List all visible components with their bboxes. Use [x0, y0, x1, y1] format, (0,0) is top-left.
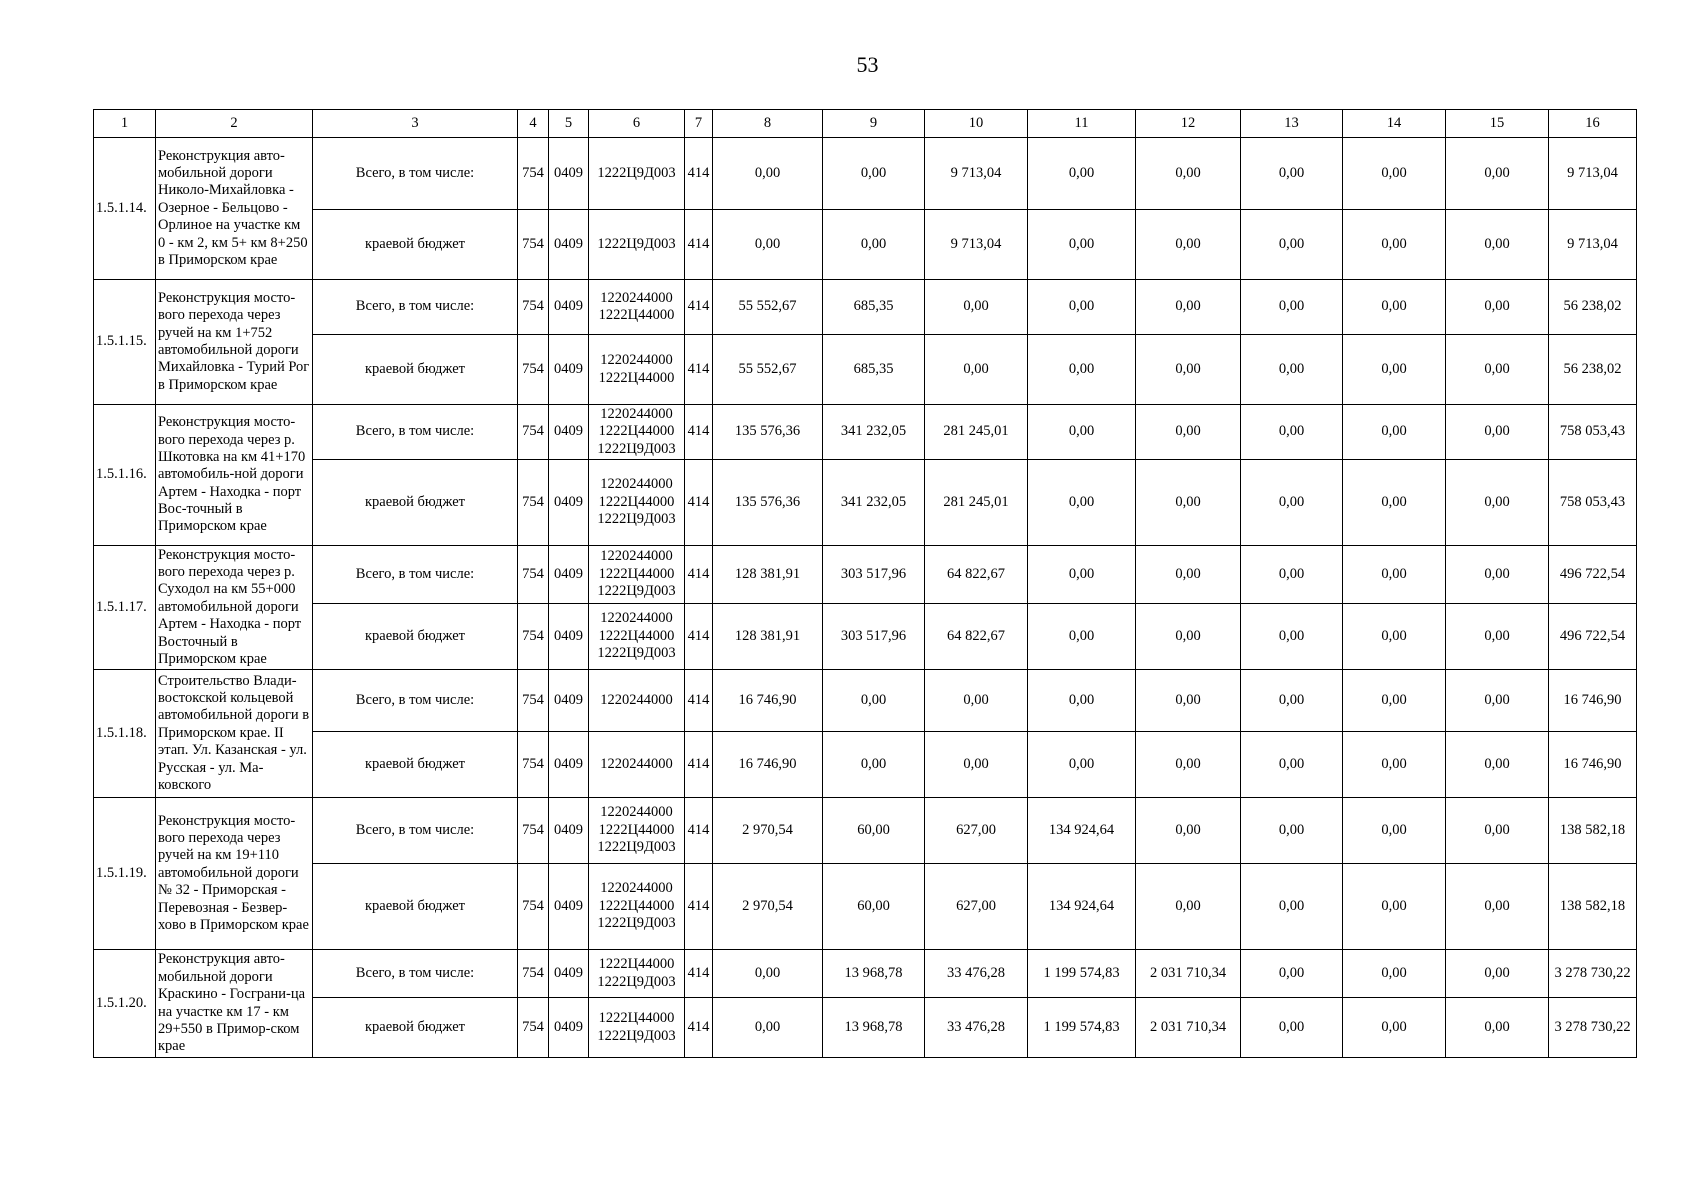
item-number: 1.5.1.20.	[94, 950, 156, 1058]
funding-source: Всего, в том числе:	[313, 670, 518, 732]
csr-code-line: 1222Ц9Д003	[597, 511, 676, 528]
grbs-code: 754	[518, 138, 549, 210]
csr-code-line: 1222Ц44000	[598, 369, 675, 386]
year-value: 0,00	[1136, 460, 1241, 546]
year-value: 0,00	[1446, 950, 1549, 998]
year-value: 0,00	[1136, 604, 1241, 670]
total-value: 56 238,02	[1549, 280, 1637, 335]
year-value: 0,00	[823, 732, 925, 798]
year-value: 0,00	[1241, 280, 1343, 335]
year-value: 0,00	[925, 280, 1028, 335]
total-value: 496 722,54	[1549, 604, 1637, 670]
rzpr-code: 0409	[549, 732, 589, 798]
year-value: 627,00	[925, 864, 1028, 950]
year-value: 0,00	[1446, 460, 1549, 546]
year-value: 0,00	[1343, 138, 1446, 210]
year-value: 0,00	[1446, 998, 1549, 1058]
total-value: 758 053,43	[1549, 405, 1637, 460]
year-value: 0,00	[1446, 280, 1549, 335]
year-value: 0,00	[1241, 798, 1343, 864]
csr-code-line: 1222Ц44000	[598, 821, 675, 838]
year-value: 135 576,36	[713, 405, 823, 460]
column-header: 14	[1343, 110, 1446, 138]
csr-code-line: 1220244000	[600, 476, 673, 493]
year-value: 1 199 574,83	[1028, 998, 1136, 1058]
year-value: 0,00	[925, 732, 1028, 798]
table-row	[94, 460, 1637, 546]
year-value: 0,00	[1446, 798, 1549, 864]
year-value: 135 576,36	[713, 460, 823, 546]
item-number: 1.5.1.16.	[94, 405, 156, 546]
csr-code-line: 1222Ц44000	[598, 1010, 675, 1027]
year-value: 64 822,67	[925, 604, 1028, 670]
year-value: 0,00	[1241, 546, 1343, 604]
rzpr-code: 0409	[549, 604, 589, 670]
year-value: 0,00	[1343, 280, 1446, 335]
item-name: Реконструкция мосто-вого перехода через ручей на км 1+752 автомобильной дороги Михайловка - Турий Рог в Приморском крае	[156, 280, 313, 405]
funding-source: Всего, в том числе:	[313, 798, 518, 864]
year-value: 0,00	[1136, 138, 1241, 210]
year-value: 0,00	[1241, 210, 1343, 280]
year-value: 0,00	[1343, 210, 1446, 280]
year-value: 0,00	[1241, 998, 1343, 1058]
grbs-code: 754	[518, 670, 549, 732]
csr-code-line: 1220244000	[600, 352, 673, 369]
year-value: 9 713,04	[925, 138, 1028, 210]
csr-code	[589, 405, 685, 460]
column-header: 12	[1136, 110, 1241, 138]
rzpr-code: 0409	[549, 670, 589, 732]
table-row	[94, 864, 1637, 950]
year-value: 0,00	[1028, 670, 1136, 732]
vr-code: 414	[685, 670, 713, 732]
year-value: 0,00	[1241, 864, 1343, 950]
column-header: 3	[313, 110, 518, 138]
year-value: 0,00	[1136, 798, 1241, 864]
grbs-code: 754	[518, 335, 549, 405]
table-row	[94, 604, 1637, 670]
csr-code	[589, 335, 685, 405]
total-value: 138 582,18	[1549, 864, 1637, 950]
total-value: 3 278 730,22	[1549, 950, 1637, 998]
funding-source: краевой бюджет	[313, 335, 518, 405]
funding-source: Всего, в том числе:	[313, 280, 518, 335]
grbs-code: 754	[518, 998, 549, 1058]
csr-code	[589, 998, 685, 1058]
rzpr-code: 0409	[549, 405, 589, 460]
item-name: Реконструкция мосто-вого перехода через ручей на км 19+110 автомобильной дороги № 32 - Приморская - Перевозная - Безвер-хово в Приморском крае	[156, 798, 313, 950]
column-header: 11	[1028, 110, 1136, 138]
year-value: 0,00	[1343, 798, 1446, 864]
year-value: 9 713,04	[925, 210, 1028, 280]
year-value: 2 970,54	[713, 798, 823, 864]
csr-code-line: 1222Ц44000	[598, 956, 675, 973]
year-value: 0,00	[1241, 138, 1343, 210]
year-value: 0,00	[925, 335, 1028, 405]
csr-code	[589, 950, 685, 998]
funding-source: краевой бюджет	[313, 864, 518, 950]
vr-code: 414	[685, 138, 713, 210]
grbs-code: 754	[518, 405, 549, 460]
year-value: 1 199 574,83	[1028, 950, 1136, 998]
csr-code-line: 1220244000	[600, 289, 673, 306]
year-value: 685,35	[823, 280, 925, 335]
year-value: 0,00	[1241, 335, 1343, 405]
year-value: 2 031 710,34	[1136, 998, 1241, 1058]
year-value: 33 476,28	[925, 950, 1028, 998]
funding-source: Всего, в том числе:	[313, 405, 518, 460]
csr-code-line: 1222Ц9Д003	[597, 164, 676, 181]
total-value: 496 722,54	[1549, 546, 1637, 604]
csr-code-line: 1220244000	[600, 548, 673, 565]
year-value: 281 245,01	[925, 405, 1028, 460]
rzpr-code: 0409	[549, 950, 589, 998]
item-name: Реконструкция авто-мобильной дороги Краскино - Госграни-ца на участке км 17 - км 29+550 в Примор-ском крае	[156, 950, 313, 1058]
year-value: 0,00	[713, 138, 823, 210]
rzpr-code: 0409	[549, 138, 589, 210]
csr-code-line: 1222Ц9Д003	[597, 973, 676, 990]
column-header: 10	[925, 110, 1028, 138]
rzpr-code: 0409	[549, 460, 589, 546]
year-value: 0,00	[1028, 732, 1136, 798]
funding-source: Всего, в том числе:	[313, 138, 518, 210]
table-row	[94, 210, 1637, 280]
year-value: 341 232,05	[823, 460, 925, 546]
column-header: 4	[518, 110, 549, 138]
year-value: 0,00	[1343, 335, 1446, 405]
year-value: 0,00	[1028, 405, 1136, 460]
column-header: 16	[1549, 110, 1637, 138]
csr-code-line: 1222Ц9Д003	[597, 440, 676, 457]
year-value: 0,00	[1446, 405, 1549, 460]
item-name: Строительство Влади-востокской кольцевой автомобильной дороги в Приморском крае. II этап. Ул. Казанская - ул. Русская - ул. Ма-ковского	[156, 670, 313, 798]
table-row	[94, 138, 1637, 210]
csr-code	[589, 280, 685, 335]
vr-code: 414	[685, 798, 713, 864]
year-value: 55 552,67	[713, 335, 823, 405]
column-header: 9	[823, 110, 925, 138]
csr-code	[589, 670, 685, 732]
item-number: 1.5.1.18.	[94, 670, 156, 798]
vr-code: 414	[685, 546, 713, 604]
year-value: 0,00	[1446, 138, 1549, 210]
year-value: 128 381,91	[713, 604, 823, 670]
csr-code-line: 1220244000	[600, 691, 673, 708]
total-value: 9 713,04	[1549, 138, 1637, 210]
csr-code-line: 1222Ц9Д003	[597, 645, 676, 662]
table-body	[94, 138, 1637, 1058]
vr-code: 414	[685, 460, 713, 546]
item-number: 1.5.1.14.	[94, 138, 156, 280]
vr-code: 414	[685, 732, 713, 798]
year-value: 0,00	[713, 950, 823, 998]
funding-source: краевой бюджет	[313, 210, 518, 280]
vr-code: 414	[685, 604, 713, 670]
column-header: 5	[549, 110, 589, 138]
grbs-code: 754	[518, 864, 549, 950]
year-value: 0,00	[1241, 732, 1343, 798]
table-row	[94, 798, 1637, 864]
csr-code	[589, 138, 685, 210]
year-value: 64 822,67	[925, 546, 1028, 604]
year-value: 0,00	[1343, 864, 1446, 950]
csr-code	[589, 604, 685, 670]
funding-source: Всего, в том числе:	[313, 546, 518, 604]
csr-code	[589, 798, 685, 864]
rzpr-code: 0409	[549, 864, 589, 950]
year-value: 0,00	[1241, 604, 1343, 670]
csr-code-line: 1220244000	[600, 610, 673, 627]
csr-code-line: 1222Ц44000	[598, 897, 675, 914]
csr-code-line: 1222Ц9Д003	[597, 235, 676, 252]
csr-code	[589, 864, 685, 950]
year-value: 0,00	[1446, 670, 1549, 732]
rzpr-code: 0409	[549, 280, 589, 335]
year-value: 0,00	[1446, 210, 1549, 280]
item-number: 1.5.1.15.	[94, 280, 156, 405]
table-row	[94, 950, 1637, 998]
year-value: 128 381,91	[713, 546, 823, 604]
funding-source: краевой бюджет	[313, 460, 518, 546]
year-value: 60,00	[823, 864, 925, 950]
table-row	[94, 998, 1637, 1058]
item-number: 1.5.1.19.	[94, 798, 156, 950]
year-value: 0,00	[1136, 546, 1241, 604]
vr-code: 414	[685, 405, 713, 460]
year-value: 0,00	[713, 998, 823, 1058]
grbs-code: 754	[518, 798, 549, 864]
year-value: 0,00	[1028, 604, 1136, 670]
funding-source: краевой бюджет	[313, 604, 518, 670]
year-value: 134 924,64	[1028, 798, 1136, 864]
budget-table	[93, 109, 1637, 1058]
year-value: 0,00	[823, 138, 925, 210]
vr-code: 414	[685, 864, 713, 950]
csr-code	[589, 210, 685, 280]
column-number-row	[94, 110, 1637, 138]
table-row	[94, 405, 1637, 460]
rzpr-code: 0409	[549, 798, 589, 864]
vr-code: 414	[685, 335, 713, 405]
year-value: 0,00	[1136, 864, 1241, 950]
year-value: 0,00	[1446, 732, 1549, 798]
year-value: 13 968,78	[823, 950, 925, 998]
grbs-code: 754	[518, 280, 549, 335]
column-header: 13	[1241, 110, 1343, 138]
rzpr-code: 0409	[549, 210, 589, 280]
rzpr-code: 0409	[549, 335, 589, 405]
total-value: 16 746,90	[1549, 670, 1637, 732]
csr-code-line: 1220244000	[600, 405, 673, 422]
grbs-code: 754	[518, 732, 549, 798]
year-value: 60,00	[823, 798, 925, 864]
grbs-code: 754	[518, 604, 549, 670]
year-value: 0,00	[1446, 335, 1549, 405]
column-header: 8	[713, 110, 823, 138]
year-value: 0,00	[1028, 210, 1136, 280]
year-value: 0,00	[1343, 460, 1446, 546]
year-value: 0,00	[1446, 864, 1549, 950]
table-row	[94, 280, 1637, 335]
vr-code: 414	[685, 950, 713, 998]
grbs-code: 754	[518, 950, 549, 998]
year-value: 0,00	[1028, 546, 1136, 604]
year-value: 134 924,64	[1028, 864, 1136, 950]
total-value: 56 238,02	[1549, 335, 1637, 405]
total-value: 9 713,04	[1549, 210, 1637, 280]
grbs-code: 754	[518, 460, 549, 546]
csr-code-line: 1222Ц44000	[598, 627, 675, 644]
year-value: 0,00	[1343, 405, 1446, 460]
grbs-code: 754	[518, 546, 549, 604]
year-value: 0,00	[1343, 670, 1446, 732]
year-value: 0,00	[1446, 546, 1549, 604]
year-value: 0,00	[925, 670, 1028, 732]
year-value: 13 968,78	[823, 998, 925, 1058]
csr-code-line: 1222Ц44000	[598, 493, 675, 510]
csr-code-line: 1220244000	[600, 755, 673, 772]
item-name: Реконструкция авто-мобильной дороги Николо-Михайловка - Озерное - Бельцово - Орлиное на участке км 0 - км 2, км 5+ км 8+250 в Приморском крае	[156, 138, 313, 280]
year-value: 0,00	[1136, 335, 1241, 405]
total-value: 3 278 730,22	[1549, 998, 1637, 1058]
year-value: 0,00	[1136, 210, 1241, 280]
item-name: Реконструкция мосто-вого перехода через р. Шкотовка на км 41+170 автомобиль-ной дороги Артем - Находка - порт Вос-точный в Приморском крае	[156, 405, 313, 546]
column-header: 6	[589, 110, 685, 138]
year-value: 341 232,05	[823, 405, 925, 460]
funding-source: краевой бюджет	[313, 732, 518, 798]
item-number: 1.5.1.17.	[94, 546, 156, 670]
csr-code	[589, 460, 685, 546]
year-value: 627,00	[925, 798, 1028, 864]
csr-code-line: 1222Ц44000	[598, 565, 675, 582]
year-value: 0,00	[1028, 280, 1136, 335]
table-row	[94, 732, 1637, 798]
rzpr-code: 0409	[549, 546, 589, 604]
csr-code-line: 1220244000	[600, 880, 673, 897]
year-value: 0,00	[1136, 732, 1241, 798]
year-value: 0,00	[1446, 604, 1549, 670]
table-row	[94, 335, 1637, 405]
item-name: Реконструкция мосто-вого перехода через р. Суходол на км 55+000 автомобильной дороги Артем - Находка - порт Восточный в Приморском крае	[156, 546, 313, 670]
year-value: 303 517,96	[823, 604, 925, 670]
year-value: 16 746,90	[713, 732, 823, 798]
total-value: 138 582,18	[1549, 798, 1637, 864]
table-row	[94, 546, 1637, 604]
year-value: 2 970,54	[713, 864, 823, 950]
csr-code	[589, 732, 685, 798]
funding-source: Всего, в том числе:	[313, 950, 518, 998]
year-value: 0,00	[1136, 670, 1241, 732]
year-value: 0,00	[1343, 950, 1446, 998]
year-value: 0,00	[1136, 280, 1241, 335]
year-value: 0,00	[1343, 604, 1446, 670]
year-value: 0,00	[1028, 138, 1136, 210]
year-value: 0,00	[1241, 460, 1343, 546]
year-value: 0,00	[713, 210, 823, 280]
column-header: 1	[94, 110, 156, 138]
csr-code-line: 1220244000	[600, 804, 673, 821]
year-value: 16 746,90	[713, 670, 823, 732]
total-value: 16 746,90	[1549, 732, 1637, 798]
year-value: 0,00	[1241, 405, 1343, 460]
year-value: 281 245,01	[925, 460, 1028, 546]
year-value: 0,00	[823, 670, 925, 732]
csr-code-line: 1222Ц9Д003	[597, 839, 676, 856]
year-value: 0,00	[1343, 998, 1446, 1058]
year-value: 0,00	[1028, 460, 1136, 546]
year-value: 0,00	[1343, 732, 1446, 798]
total-value: 758 053,43	[1549, 460, 1637, 546]
year-value: 685,35	[823, 335, 925, 405]
table-row	[94, 670, 1637, 732]
vr-code: 414	[685, 210, 713, 280]
csr-code-line: 1222Ц9Д003	[597, 583, 676, 600]
column-header: 7	[685, 110, 713, 138]
year-value: 0,00	[1136, 405, 1241, 460]
year-value: 0,00	[823, 210, 925, 280]
rzpr-code: 0409	[549, 998, 589, 1058]
page-number: 53	[856, 52, 879, 77]
csr-code-line: 1222Ц9Д003	[597, 915, 676, 932]
column-header: 15	[1446, 110, 1549, 138]
vr-code: 414	[685, 280, 713, 335]
column-header: 2	[156, 110, 313, 138]
year-value: 303 517,96	[823, 546, 925, 604]
csr-code-line: 1222Ц9Д003	[597, 1027, 676, 1044]
funding-source: краевой бюджет	[313, 998, 518, 1058]
year-value: 33 476,28	[925, 998, 1028, 1058]
vr-code: 414	[685, 998, 713, 1058]
year-value: 0,00	[1241, 670, 1343, 732]
grbs-code: 754	[518, 210, 549, 280]
year-value: 0,00	[1028, 335, 1136, 405]
year-value: 2 031 710,34	[1136, 950, 1241, 998]
year-value: 55 552,67	[713, 280, 823, 335]
csr-code-line: 1222Ц44000	[598, 423, 675, 440]
year-value: 0,00	[1241, 950, 1343, 998]
csr-code-line: 1222Ц44000	[598, 307, 675, 323]
csr-code	[589, 546, 685, 604]
year-value: 0,00	[1343, 546, 1446, 604]
